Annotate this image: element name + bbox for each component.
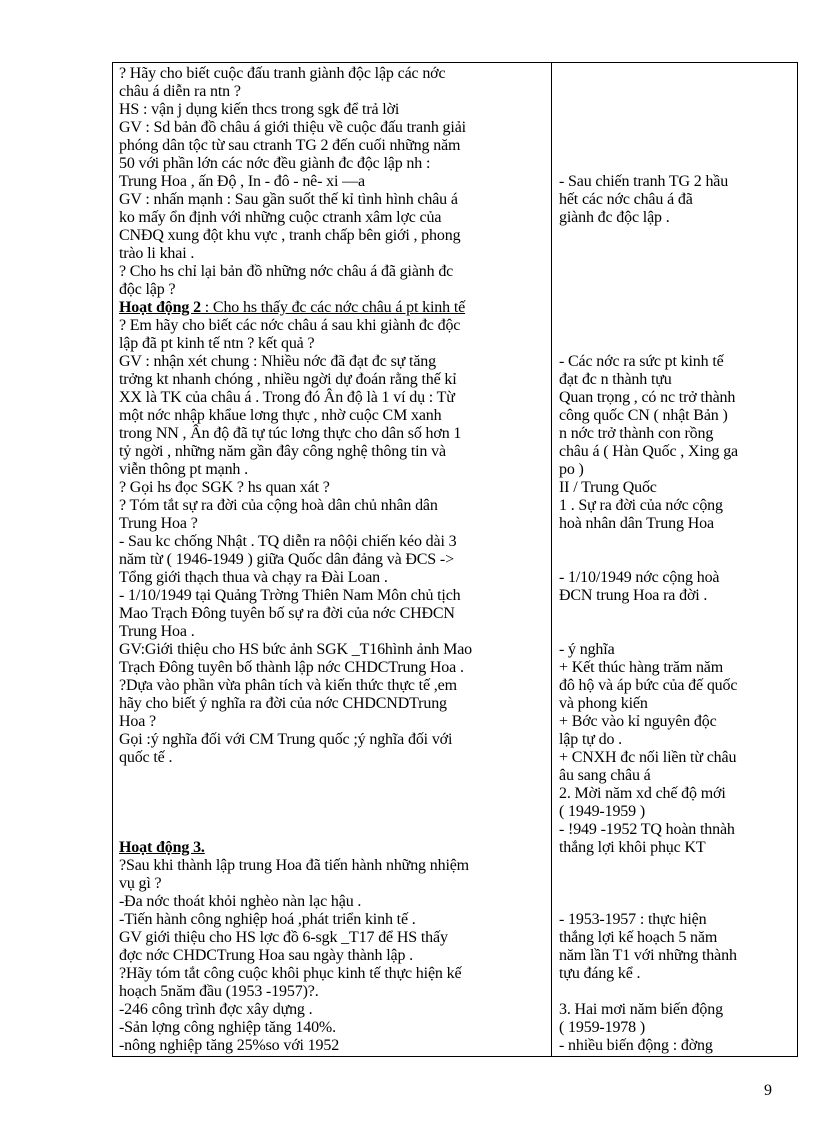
activity-3-heading: Hoạt động 3.: [119, 839, 205, 856]
text-line: GV : nhấn mạnh : Sau gần suốt thế kỉ tình hình châu á: [119, 191, 458, 208]
text-line: Trung Hoa .: [119, 623, 195, 640]
text-line: quốc tế .: [119, 749, 173, 766]
text-line: 3. Hai mơi năm biến động: [559, 1001, 723, 1018]
text-line: - 1/10/1949 tại Quảng Trờng Thiên Nam Môn chủ tịch: [119, 587, 461, 604]
text-line: âu sang châu á: [559, 767, 651, 784]
text-line: vụ gì ?: [119, 875, 162, 892]
text-line: châu á diễn ra ntn ?: [119, 83, 241, 100]
text-line: CNĐQ xung đột khu vực , tranh chấp bên giới , phong: [119, 227, 461, 244]
text-line: trào li khai .: [119, 245, 195, 262]
lesson-table: [112, 62, 798, 1057]
text-line: ? Gọi hs đọc SGK ? hs quan xát ?: [119, 479, 330, 496]
text-line: châu á ( Hàn Quốc , Xing ga: [559, 443, 738, 460]
text-line: Gọi :ý nghĩa đối với CM Trung quốc ;ý nghĩa đối với: [119, 731, 453, 748]
text-line: + CNXH đc nối liền từ châu: [559, 749, 737, 766]
text-line: -Tiến hành công nghiệp hoá ,phát triển kinh tế .: [119, 911, 416, 928]
text-line: thắng lợi khôi phục KT: [559, 839, 706, 856]
text-line: độc lập ?: [119, 281, 176, 298]
text-line: ? Cho hs chỉ lại bản đồ những nớc châu á đã giành đc: [119, 263, 454, 280]
text-line: Mao Trạch Đông tuyên bố sự ra đời của nớc CHĐCN: [119, 605, 455, 622]
activity-2-text: : Cho hs thấy đc các nớc châu á pt kinh tế: [200, 299, 466, 316]
text-line: năm lần T1 với những thành: [559, 947, 737, 964]
page-number: 9: [764, 1082, 772, 1099]
text-line: viễn thông pt mạnh .: [119, 461, 248, 478]
text-line: công quốc CN ( nhật Bản ): [559, 407, 728, 424]
text-line: GV giới thiệu cho HS lợc đồ 6-sgk _T17 để HS thấy: [119, 929, 448, 946]
text-line: GV:Giới thiệu cho HS bức ảnh SGK _T16hình ảnh Mao: [119, 641, 473, 658]
text-line: 2. Mời năm xd chế độ mới: [559, 785, 726, 802]
text-line: II / Trung Quốc: [559, 479, 657, 496]
text-line: po ): [559, 461, 584, 478]
content-column: [559, 63, 795, 1056]
text-line: ?Hãy tóm tắt công cuộc khôi phục kinh tế thực hiện kế: [119, 965, 462, 982]
text-line: ? Tóm tắt sự ra đời của cộng hoà dân chủ nhân dân: [119, 497, 438, 514]
text-line: Tổng giới thạch thua và chạy ra Đài Loan .: [119, 569, 388, 586]
text-line: GV : nhận xét chung : Nhiều nớc đã đạt đc sự tăng: [119, 353, 436, 370]
text-line: trong NN , Ân độ đã tự túc lơng thực cho dân số hơn 1: [119, 425, 462, 442]
text-line: giành đc độc lập .: [559, 209, 670, 226]
text-line: đợc nớc CHDCTrung Hoa sau ngày thành lập .: [119, 947, 413, 964]
text-line: Trạch Đông tuyên bố thành lập nớc CHDCTrung Hoa .: [119, 659, 464, 676]
activity-2-heading: Hoạt động 2: [119, 299, 201, 316]
text-line: ( 1949-1959 ): [559, 803, 646, 820]
text-line: thắng lợi kế hoạch 5 năm: [559, 929, 718, 946]
text-line: 50 với phần lớn các nớc đều giành đc độc lập nh :: [119, 155, 431, 172]
text-line: tỷ ngời , những năm gần đây công nghệ thông tin và: [119, 443, 446, 460]
text-line: và phong kiến: [559, 695, 648, 712]
text-line: GV : Sd bản đồ châu á giới thiệu về cuộc đấu tranh giải: [119, 119, 466, 136]
text-line: lập tự do .: [559, 731, 623, 748]
text-line: ko mấy ổn định với những cuộc ctranh xâm lợc của: [119, 209, 442, 226]
text-line: ? Hãy cho biết cuộc đấu tranh giành độc lập các nớc: [119, 65, 446, 82]
text-line: Trung Hoa ?: [119, 515, 198, 532]
text-line: ( 1959-1978 ): [559, 1019, 646, 1036]
text-line: -Sản lợng công nghiệp tăng 140%.: [119, 1019, 336, 1036]
text-line: lập đã pt kinh tế ntn ? kết quả ?: [119, 335, 315, 352]
text-line: năm từ ( 1946-1949 ) giữa Quốc dân đảng và ĐCS ->: [119, 551, 454, 568]
text-line: - 1/10/1949 nớc cộng hoà: [559, 569, 720, 586]
text-line: hoạch 5năm đầu (1953 -1957)?.: [119, 983, 319, 1000]
text-line: hết các nớc châu á đã: [559, 191, 693, 208]
text-line: -nông nghiệp tăng 25%so với 1952: [119, 1037, 340, 1054]
text-line: + Kết thúc hàng trăm năm: [559, 659, 724, 676]
text-line: Quan trọng , có nc trở thành: [559, 389, 736, 406]
text-line: một nớc nhập khẩue lơng thực , nhờ cuộc CM xanh: [119, 407, 442, 424]
text-line: 1 . Sự ra đời của nớc cộng: [559, 497, 723, 514]
text-line: tựu đáng kể .: [559, 965, 641, 982]
text-line: ?Dựa vào phần vừa phân tích và kiến thức thực tế ,em: [119, 677, 457, 694]
text-line: - !949 -1952 TQ hoàn thnàh: [559, 821, 735, 838]
text-line: - 1953-1957 : thực hiện: [559, 911, 707, 928]
text-line: XX là TK của châu á . Trong đó Ân độ là 1 ví dụ : Từ: [119, 389, 455, 406]
text-line: hoà nhân dân Trung Hoa: [559, 515, 714, 532]
text-line: - nhiều biến động : đờng: [559, 1037, 713, 1054]
text-line: trởng kt nhanh chóng , nhiều ngời dự đoán rằng thế kỉ: [119, 371, 457, 388]
text-line: phóng dân tộc từ sau ctranh TG 2 đến cuối những năm: [119, 137, 461, 154]
activity-2-line: [119, 299, 465, 317]
text-line: hãy cho biết ý nghĩa ra đời của nớc CHDCNDTrung: [119, 695, 447, 712]
text-line: -Đa nớc thoát khỏi nghèo nàn lạc hậu .: [119, 893, 362, 910]
text-line: đạt đc n thành tựu: [559, 371, 672, 388]
text-line: - Sau chiến tranh TG 2 hầu: [559, 173, 729, 190]
activity-column: [119, 63, 547, 1056]
text-line: Hoa ?: [119, 713, 157, 730]
text-line: ?Sau khi thành lập trung Hoa đã tiến hành những nhiệm: [119, 857, 469, 874]
text-line: n nớc trở thành con rồng: [559, 425, 714, 442]
text-line: - ý nghĩa: [559, 641, 615, 658]
text-line: HS : vận j dụng kiến thcs trong sgk để trả lời: [119, 101, 400, 118]
text-line: + Bớc vào kỉ nguyên độc: [559, 713, 717, 730]
text-line: - Sau kc chống Nhật . TQ diễn ra nôội chiến kéo dài 3: [119, 533, 457, 550]
text-line: ĐCN trung Hoa ra đời .: [559, 587, 708, 604]
column-divider: [551, 63, 552, 1056]
text-line: ? Em hãy cho biết các nớc châu á sau khi giành đc độc: [119, 317, 461, 334]
text-line: -246 công trình đợc xây dựng .: [119, 1001, 313, 1018]
text-line: đô hộ và áp bức của đế quốc: [559, 677, 738, 694]
text-line: - Các nớc ra sức pt kinh tế: [559, 353, 724, 370]
text-line: Trung Hoa , ấn Độ , In - đô - nê- xi —a: [119, 173, 365, 190]
